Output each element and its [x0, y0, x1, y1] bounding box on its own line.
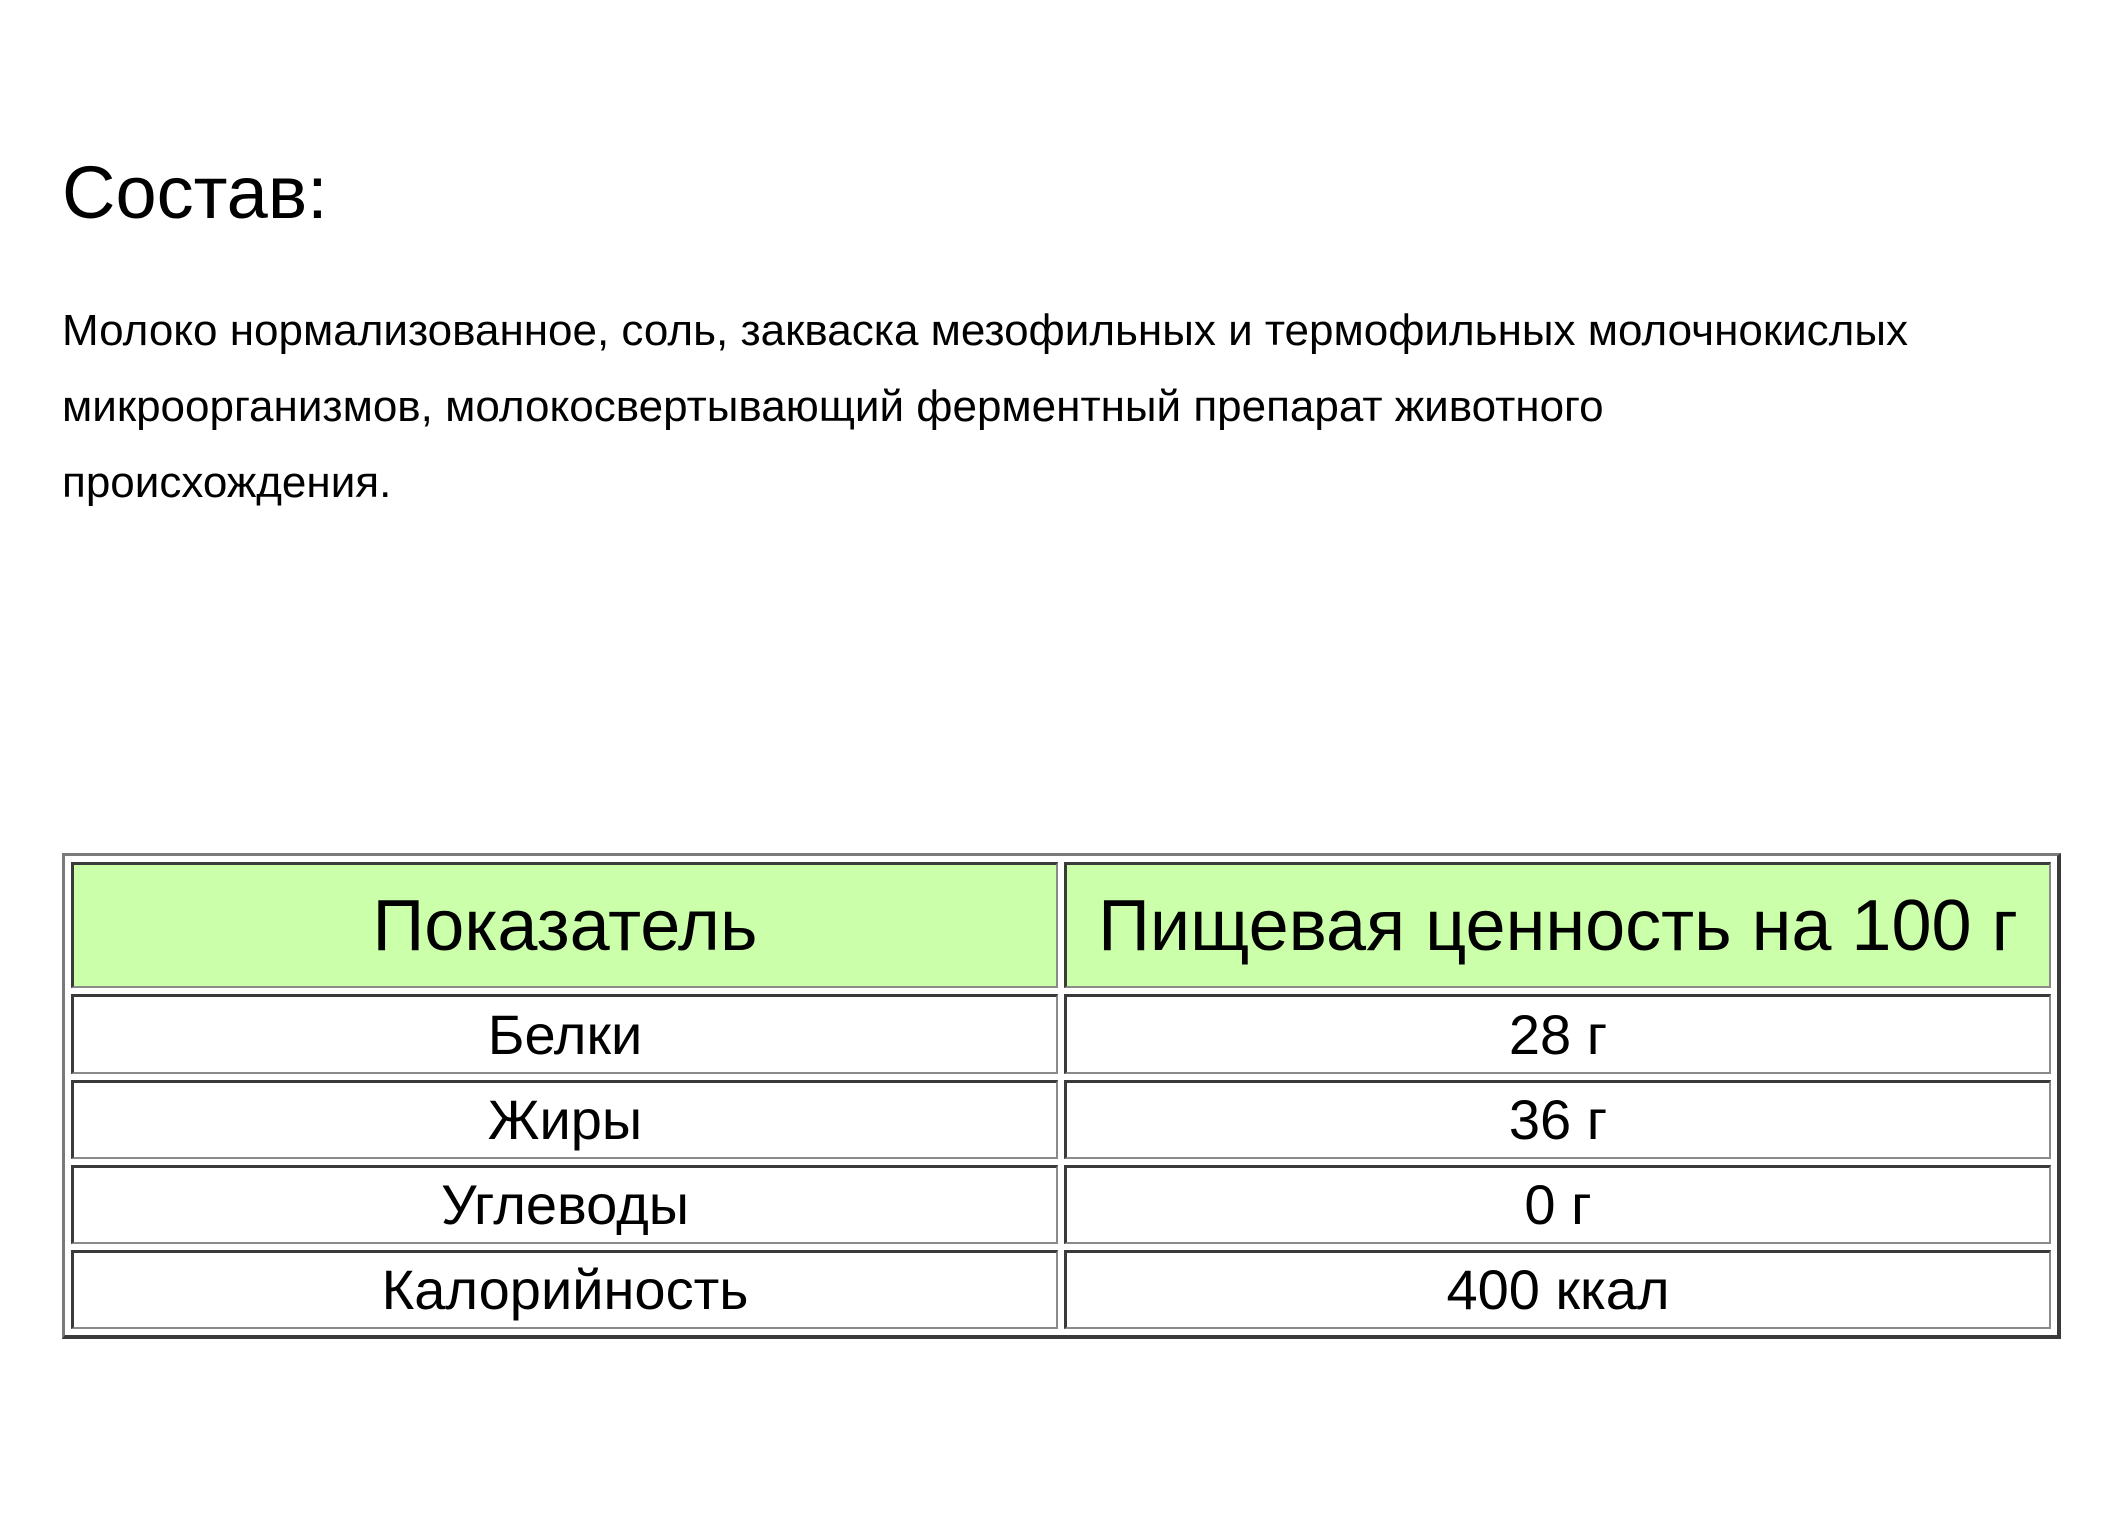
indicator-cell: Калорийность — [71, 1250, 1058, 1329]
composition-line: происхождения. — [62, 458, 392, 507]
table-row — [71, 1250, 2051, 1329]
value-cell: 28 г — [1064, 994, 2051, 1073]
table-row — [71, 1080, 2051, 1159]
header-nutrition-value: Пищевая ценность на 100 г — [1064, 862, 2051, 988]
nutrition-table — [62, 853, 2061, 1339]
value-cell: 0 г — [1064, 1165, 2051, 1244]
header-indicator: Показатель — [71, 862, 1058, 988]
table-header-row — [71, 862, 2051, 988]
composition-line: микроорганизмов, молокосвертывающий ферментный препарат животного — [62, 382, 1604, 431]
value-cell: 36 г — [1064, 1080, 2051, 1159]
composition-line: Молоко нормализованное, соль, закваска мезофильных и термофильных молочнокислых — [62, 306, 1908, 355]
indicator-cell: Углеводы — [71, 1165, 1058, 1244]
indicator-cell: Жиры — [71, 1080, 1058, 1159]
indicator-cell: Белки — [71, 994, 1058, 1073]
table-row — [71, 1165, 2051, 1244]
composition-heading: Состав: — [62, 151, 328, 234]
table-row — [71, 994, 2051, 1073]
value-cell: 400 ккал — [1064, 1250, 2051, 1329]
composition-text — [62, 293, 2112, 521]
